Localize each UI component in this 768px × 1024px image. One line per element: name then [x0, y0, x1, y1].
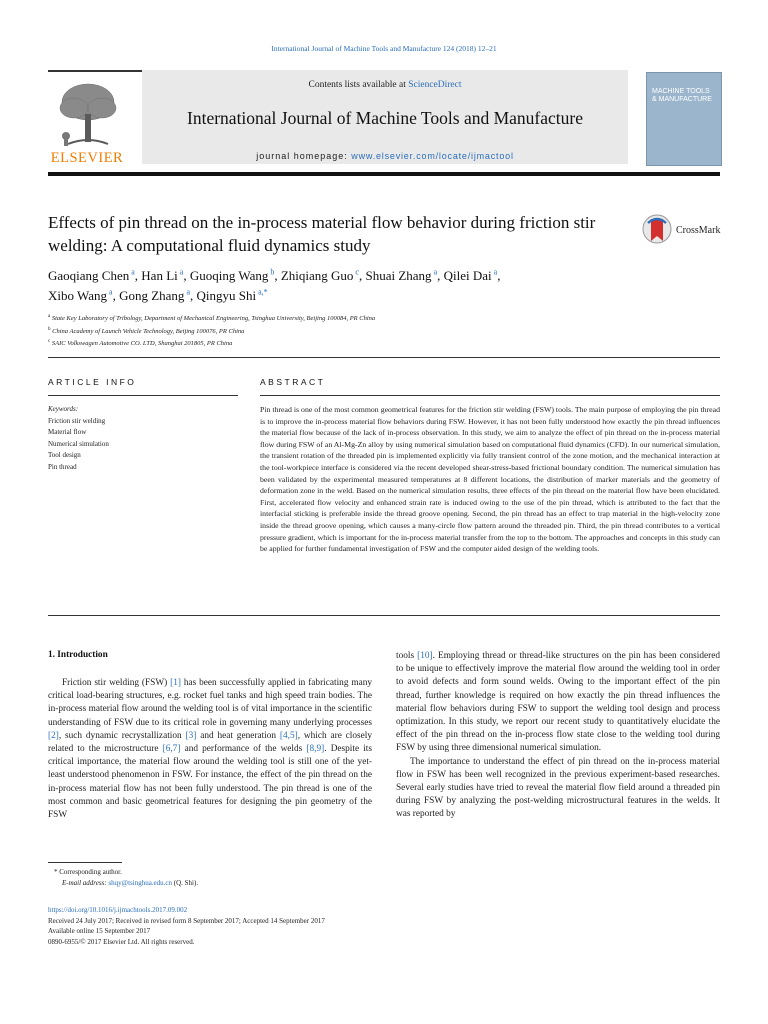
copyright-line: 0890-6955/© 2017 Elsevier Ltd. All rights reserved. — [48, 937, 195, 946]
article-title: Effects of pin thread on the in-process material flow behavior during friction stir welding: A computational fluid dynamics study — [48, 213, 596, 255]
reference-link[interactable]: [1] — [170, 678, 181, 688]
paragraph-text: , such dynamic recrystallization — [58, 730, 186, 741]
author-name[interactable]: Shuai Zhang — [365, 268, 432, 283]
intro-left-paragraph — [48, 677, 372, 822]
abstract-rule — [260, 395, 720, 396]
cover-title: MACHINE TOOLS & MANUFACTURE — [652, 88, 712, 103]
keyword-item: Tool design — [48, 451, 81, 459]
author-list — [48, 266, 668, 306]
keyword-item: Numerical simulation — [48, 439, 109, 448]
elsevier-wordmark: ELSEVIER — [50, 150, 124, 166]
paragraph-text: Friction stir welding (FSW) — [62, 678, 171, 688]
author-affiliation-mark[interactable]: c — [353, 267, 359, 277]
intro-right-column — [396, 650, 720, 822]
homepage-link[interactable]: www.elsevier.com/locate/ijmactool — [351, 151, 514, 161]
available-online: Available online 15 September 2017 — [48, 927, 151, 935]
paragraph-text: tools — [396, 651, 418, 661]
author-name[interactable]: Xibo Wang — [48, 288, 108, 303]
authors-line-2: Xibo Wang $^a$, Gong Zhang $^a$, Qingyu Shi $^{a,*}$ — [48, 287, 268, 303]
corresponding-author-note: Corresponding author. — [59, 868, 122, 876]
affiliation-item — [48, 312, 668, 325]
email-suffix: (Q. Shi). — [173, 879, 199, 887]
affiliation-mark: c — [48, 339, 51, 345]
header-thick-rule — [48, 172, 720, 176]
author-affiliation-mark[interactable]: a — [491, 267, 498, 277]
article-info-heading: ARTICLE INFO — [48, 377, 137, 387]
affiliation-mark: b — [48, 326, 51, 332]
footnote — [48, 867, 378, 889]
authors-line-1: Gaoqiang Chen $^a$, Han Li $^a$, Guoqing Wang $^b$, Zhiqiang Guo $^c$, Shuai Zhang $^a$, Qilei Dai $^a$, — [48, 267, 501, 283]
keywords-block — [48, 404, 238, 473]
affiliation-item — [48, 325, 668, 338]
author-name[interactable]: Qilei Dai — [443, 268, 492, 283]
doi-link[interactable]: https://doi.org/10.1016/j.ijmachtools.2017.09.002 — [48, 906, 188, 914]
footnote-rule — [48, 862, 122, 863]
author-name[interactable]: Qingyu Shi — [196, 288, 257, 303]
affiliation-item — [48, 337, 668, 350]
keyword-item: Material flow — [48, 428, 87, 436]
paragraph-text: . Employing thread or thread-like structures on the pin has been considered to be unique to effectively improve the material flow around the welding tool in order to avoid defects and form sound welds. Owing to the important effect of the pin thread, further knowledge is required on how exactly the pin thread influences the material flow behaviors during FSW to support the welding tool design and process optimization. In this study, we report our recent study to quantitatively elucidate the effect of the pin thread on the in-process flow state close to the welding tool during FSW by using three dimensional numerical simulation. — [396, 651, 720, 754]
affiliation-text: China Academy of Launch Vehicle Technology, Beijing 100076, PR China — [50, 327, 245, 335]
journal-homepage — [142, 151, 628, 161]
reference-link[interactable]: [10] — [417, 651, 433, 661]
author-affiliation-mark[interactable]: a — [184, 287, 190, 297]
intro-right-paragraph-2: The importance to understand the effect of pin thread on the in-process material flow in FSW has been well recognized in the previous experiment-based researches. Several early studies have tried to reveal the material flow field around a threaded pin during FSW by analyzing the post-welding microstructural features in the welds. It was reported by — [396, 756, 720, 820]
reference-link[interactable]: [8,9] — [306, 744, 325, 755]
email-label: E-mail address: — [62, 879, 107, 887]
paragraph-text: and heat generation — [196, 730, 280, 741]
author-email-link[interactable]: shqy@tsinghua.edu.cn — [108, 879, 173, 887]
reference-link[interactable]: [3] — [185, 730, 197, 741]
introduction-heading: 1. Introduction — [48, 650, 108, 660]
reference-link[interactable]: [4,5] — [279, 730, 298, 741]
keyword-item: Pin thread — [48, 462, 77, 471]
author-affiliation-mark[interactable]: a — [431, 267, 438, 277]
journal-cover-image[interactable] — [646, 72, 722, 166]
author-affiliation-mark[interactable]: b — [268, 267, 275, 277]
keywords-label: Keywords: — [48, 405, 79, 413]
author-name[interactable]: Han Li — [141, 268, 178, 283]
contents-line — [142, 80, 628, 90]
crossmark-icon[interactable] — [642, 213, 672, 247]
affiliation-mark: a — [48, 314, 51, 319]
author-affiliation-mark[interactable]: a,* — [256, 287, 268, 297]
affiliation-rule — [48, 357, 720, 358]
keywords-list — [48, 416, 238, 474]
abstract-heading: ABSTRACT — [260, 377, 326, 387]
paragraph-text: . Despite its critical importance, the material flow around the welding tool is still one of the yet-least understood phenomenon in FSW. For instance, the effect of the pin thread on the in-process material flow has not been fully understood. The pin thread is one of the most common and basic geometrical features for designing the pin geometry of the FSW — [48, 744, 372, 821]
author-name[interactable]: Gaoqiang Chen — [48, 268, 130, 283]
keyword-item: Friction stir welding — [48, 416, 106, 425]
homepage-label: journal homepage: — [256, 151, 352, 161]
paragraph-text: has been successfully applied in fabricating many critical load-bearing structures, e.g. rocket fuel tanks and high speed train bodies. The in-process material flow around the welding tool is of vital importance in the scientific understanding of FSW due to its critical role in governing many underlying processes — [48, 678, 373, 728]
article-info-rule — [48, 395, 238, 396]
affiliations — [48, 312, 668, 350]
author-name[interactable]: Guoqing Wang — [189, 268, 269, 283]
abstract-bottom-rule — [48, 615, 720, 616]
sciencedirect-link[interactable]: ScienceDirect — [408, 80, 462, 90]
intro-right-paragraph-1 — [396, 650, 720, 756]
author-name[interactable]: Zhiqiang Guo — [280, 268, 354, 283]
author-name[interactable]: Gong Zhang — [119, 288, 185, 303]
affiliation-text: SAIC Volkswagen Automotive CO. LTD, Shanghai 201805, PR China — [50, 340, 233, 348]
author-affiliation-mark[interactable]: a — [107, 287, 113, 297]
received-dates: Received 24 July 2017; Received in revised form 8 September 2017; Accepted 14 September 2017 — [48, 916, 325, 925]
crossmark-label[interactable]: CrossMark — [676, 225, 721, 236]
publication-info — [48, 905, 468, 947]
intro-left-column — [48, 677, 372, 822]
reference-link[interactable]: [6,7] — [162, 744, 181, 755]
abstract-text: Pin thread is one of the most common geometrical features for the friction stir welding (FSW) tools. The main purpose of employing the pin thread is to improve the in-process material flow behaviors during FSW. However, it has not been fully understood how exactly the pin thread influences the material flow because of the lack of in-process observation. In this study, we aim to analyze the effect of pin thread on the in-process material flow during FSW of an Al-Mg-Zn alloy by using numerical simulation based on computational fluid dynamics (CFD). In our numerical simulation, the transient rotation of the threaded pin is implemented explicitly via fully transient control of the zone motion, and the mechanical interaction at the tool-workpiece interface is considered via the recent developed shear-stress-based frictional boundary condition. The numerical simulation has been validated by the experimental measured temperatures at 8 different locations, the distribution of marker materials and the geometry of deformation zone in the weld. Based on the numerical simulation results, three effects of the pin thread on the material flow have been elucidated. First, accelerated flow velocity and enhanced strain rate is induced owing to the use of the pin thread, which is attributed to the fact that the interfacial sticking is preferable inside the thread groove opening. Second, the pin thread has an effect to trap material in the high-velocity zone inside the thread groove opening, which causes a many-circle flow pattern around the threaded pin. Third, the pin thread contributes to a vertical pressure gradient, which is important for the in-process material transfer from the top to the bottom. The approaches and concepts in this study can be applied for further fundamental investigation of FSW and the computer aided design of the welding tools. — [260, 405, 720, 554]
affiliation-text: State Key Laboratory of Tribology, Department of Mechanical Engineering, Tsinghua University, Beijing 100084, PR China — [50, 315, 376, 323]
author-affiliation-mark[interactable]: a — [129, 267, 135, 277]
footnote-mark: * — [54, 868, 58, 876]
paragraph-text: , which are closely related to the microstructure — [48, 730, 373, 755]
author-affiliation-mark[interactable]: a — [177, 267, 184, 277]
paragraph-text: and performance of the welds — [180, 744, 307, 755]
contents-prefix: Contents lists available at — [308, 80, 409, 90]
reference-link[interactable]: [2] — [48, 730, 59, 741]
journal-title: International Journal of Machine Tools and Manufacture — [187, 108, 583, 128]
journal-citation[interactable]: International Journal of Machine Tools and Manufacture 124 (2018) 12–21 — [271, 44, 497, 53]
